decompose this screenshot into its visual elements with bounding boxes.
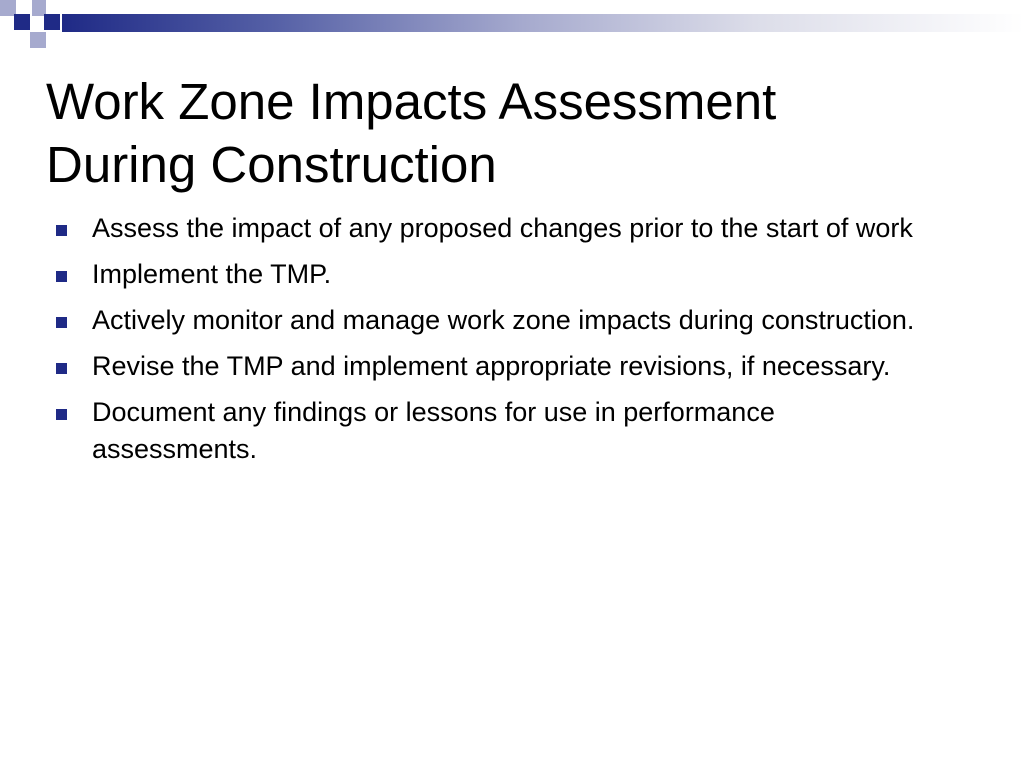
bullet-list	[0, 210, 1024, 477]
bullet-item	[0, 210, 1024, 247]
bullet-item	[0, 348, 1024, 385]
square-bullet-icon	[56, 317, 67, 328]
decor-square	[14, 46, 30, 60]
slide-title-line-2: During Construction	[46, 136, 497, 193]
header-gradient-bar	[62, 14, 1024, 32]
square-bullet-icon	[56, 271, 67, 282]
slide-title-line-1: Work Zone Impacts Assessment	[46, 73, 777, 130]
bullet-text: Revise the TMP and implement appropriate revisions, if necessary.	[92, 351, 891, 381]
decor-square	[0, 30, 16, 46]
bullet-text: Implement the TMP.	[92, 259, 332, 289]
decor-square	[14, 14, 30, 30]
square-bullet-icon	[56, 225, 67, 236]
square-bullet-icon	[56, 409, 67, 420]
decor-square	[44, 14, 60, 30]
decor-square	[30, 32, 46, 48]
square-bullet-icon	[56, 363, 67, 374]
header-decoration	[0, 0, 1024, 60]
bullet-text: Assess the impact of any proposed changes prior to the start of work	[92, 213, 913, 243]
bullet-item	[0, 302, 1024, 339]
bullet-item	[0, 394, 1024, 468]
decor-square	[46, 30, 60, 44]
bullet-text: Actively monitor and manage work zone impacts during construction.	[92, 305, 915, 335]
slide-title	[46, 70, 986, 196]
bullet-item	[0, 256, 1024, 293]
bullet-text: Document any findings or lessons for use in performance assessments.	[92, 397, 775, 464]
